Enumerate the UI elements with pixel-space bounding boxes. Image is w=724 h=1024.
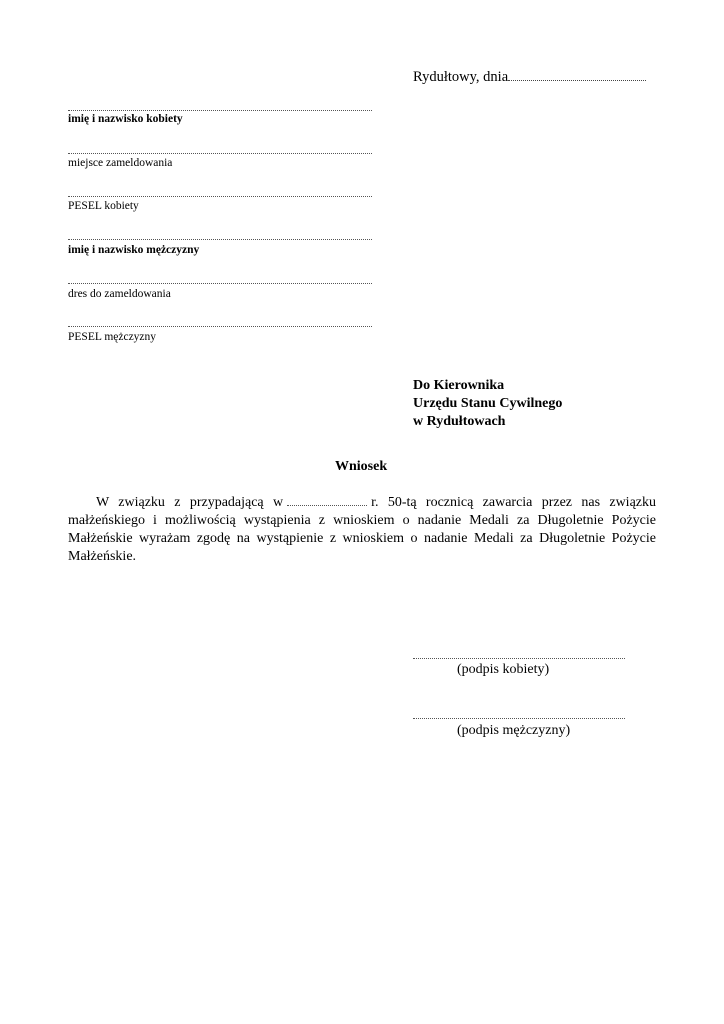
man-name-field[interactable] bbox=[68, 239, 372, 240]
woman-signature-label: (podpis kobiety) bbox=[457, 662, 550, 677]
man-residence-field[interactable] bbox=[68, 283, 372, 284]
woman-signature-field[interactable] bbox=[413, 658, 625, 659]
addressee-line-3: w Rydułtowach bbox=[413, 414, 506, 429]
man-pesel-field[interactable] bbox=[68, 326, 372, 327]
man-pesel-label: PESEL mężczyzny bbox=[68, 331, 157, 343]
body-paragraph bbox=[68, 494, 656, 566]
woman-residence-label: miejsce zameldowania bbox=[68, 157, 173, 169]
body-text-part-1: W związku z przypadającą w bbox=[96, 495, 284, 510]
woman-name-label: imię i nazwisko kobiety bbox=[68, 113, 183, 125]
addressee-block bbox=[413, 377, 562, 431]
man-signature-label: (podpis mężczyzny) bbox=[457, 723, 571, 738]
addressee-line-2: Urzędu Stanu Cywilnego bbox=[413, 396, 563, 411]
addressee-line-1: Do Kierownika bbox=[413, 378, 505, 393]
place-label: Rydułtowy, dnia bbox=[413, 69, 509, 85]
body-text-part-2: r. 50-tą rocznicą zawarcia przez nas związku małżeńskiego i możliwością wystąpienia z wnioskiem o nadanie Medali za Długoletnie Pożycie Małżeńskie wyrażam zgodę na wystąpienie z wnioskiem o nadanie Medali za Długoletnie Pożycie Małżeńskie. bbox=[68, 495, 656, 564]
woman-pesel-label: PESEL kobiety bbox=[68, 200, 139, 212]
woman-pesel-field[interactable] bbox=[68, 196, 372, 197]
date-field[interactable] bbox=[508, 79, 646, 81]
man-name-label: imię i nazwisko mężczyzny bbox=[68, 244, 200, 256]
man-residence-label: dres do zameldowania bbox=[68, 288, 171, 300]
document-title: Wniosek bbox=[335, 459, 388, 474]
application-body bbox=[68, 494, 656, 566]
woman-name-field[interactable] bbox=[68, 110, 372, 111]
man-signature-field[interactable] bbox=[413, 718, 625, 719]
year-field[interactable] bbox=[287, 504, 367, 506]
woman-residence-field[interactable] bbox=[68, 153, 372, 154]
place-date-line bbox=[413, 69, 646, 86]
